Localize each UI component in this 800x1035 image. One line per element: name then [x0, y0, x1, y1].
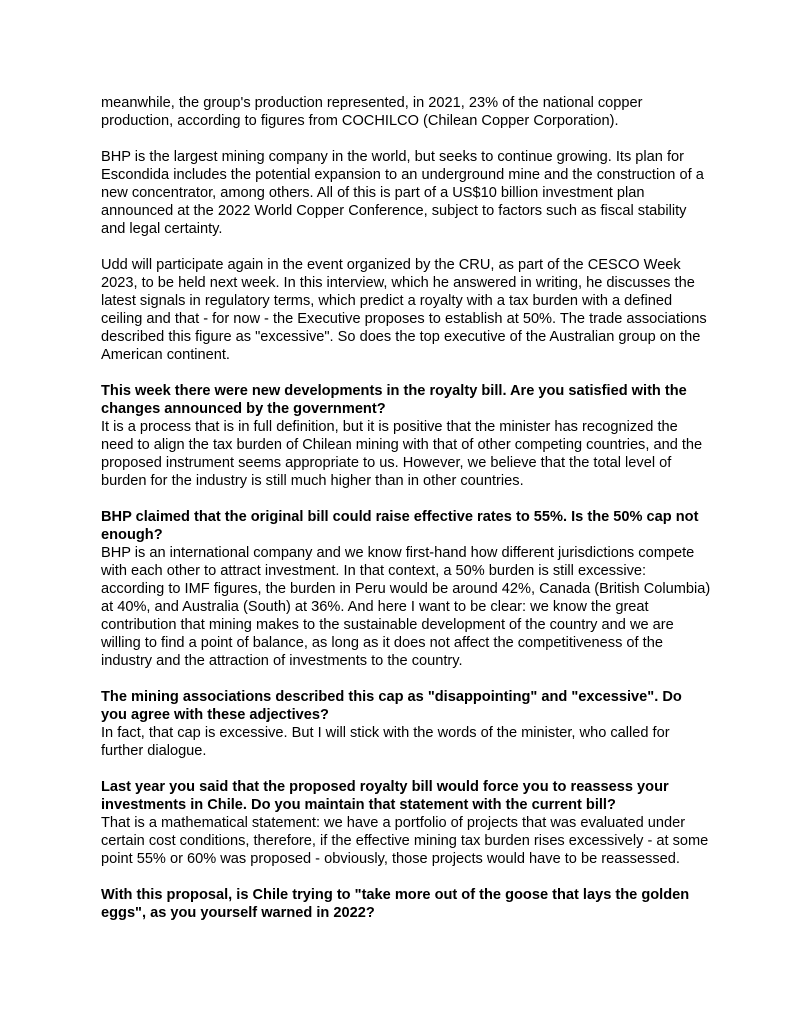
- interview-question: With this proposal, is Chile trying to "take more out of the goose that lays the golden eggs", as you yourself warned in 2022?: [101, 887, 690, 921]
- interview-question: BHP claimed that the original bill could raise effective rates to 55%. Is the 50% cap not enough?: [101, 509, 699, 543]
- interview-question: This week there were new developments in the royalty bill. Are you satisfied with the changes announced by the government?: [101, 383, 687, 417]
- interview-question: Last year you said that the proposed royalty bill would force you to reassess your investments in Chile. Do you maintain that statement with the current bill?: [101, 779, 669, 813]
- qa-block: [101, 778, 711, 868]
- interview-answer: It is a process that is in full definition, but it is positive that the minister has recognized the need to align the tax burden of Chilean mining with that of other competing countries, and the proposed instrument seems appropriate to us. However, we believe that the total level of burden for the industry is still much higher than in other countries.: [101, 419, 703, 489]
- qa-block: [101, 382, 711, 490]
- interview-answer: In fact, that cap is excessive. But I will stick with the words of the minister, who called for further dialogue.: [101, 725, 670, 759]
- qa-block: [101, 688, 711, 760]
- paragraph-production-share: meanwhile, the group's production represented, in 2021, 23% of the national copper production, according to figures from COCHILCO (Chilean Copper Corporation).: [101, 95, 643, 129]
- qa-block: [101, 508, 711, 670]
- paragraph-interview-intro: Udd will participate again in the event organized by the CRU, as part of the CESCO Week 2023, to be held next week. In this interview, which he answered in writing, he discusses the latest signals in regulatory terms, which predict a royalty with a tax burden with a defined ceiling and that - for now - the Executive proposes to establish at 50%. The trade associations described this figure as "excessive". So does the top executive of the Australian group on the American continent.: [101, 257, 707, 363]
- interview-question: The mining associations described this cap as "disappointing" and "excessive". Do you agree with these adjectives?: [101, 689, 682, 723]
- article-body: [101, 94, 711, 940]
- qa-block: [101, 886, 711, 922]
- interview-answer: That is a mathematical statement: we have a portfolio of projects that was evaluated under certain cost conditions, therefore, if the effective mining tax burden rises excessively - at some point 55% or 60% was proposed - obviously, those projects would have to be reassessed.: [101, 815, 709, 867]
- interview-answer: BHP is an international company and we know first-hand how different jurisdictions compete with each other to attract investment. In that context, a 50% burden is still excessive: according to IMF figures, the burden in Peru would be around 42%, Canada (British Columbia) at 40%, and Australia (South) at 36%. And here I want to be clear: we know the great contribution that mining makes to the sustainable development of the country and we are willing to find a point of balance, as long as it does not affect the competitiveness of the industry and the attraction of investments to the country.: [101, 545, 711, 669]
- paragraph-bhp-growth: BHP is the largest mining company in the world, but seeks to continue growing. Its plan for Escondida includes the potential expansion to an underground mine and the construction of a new concentrator, among others. All of this is part of a US$10 billion investment plan announced at the 2022 World Copper Conference, subject to factors such as fiscal stability and legal certainty.: [101, 149, 704, 237]
